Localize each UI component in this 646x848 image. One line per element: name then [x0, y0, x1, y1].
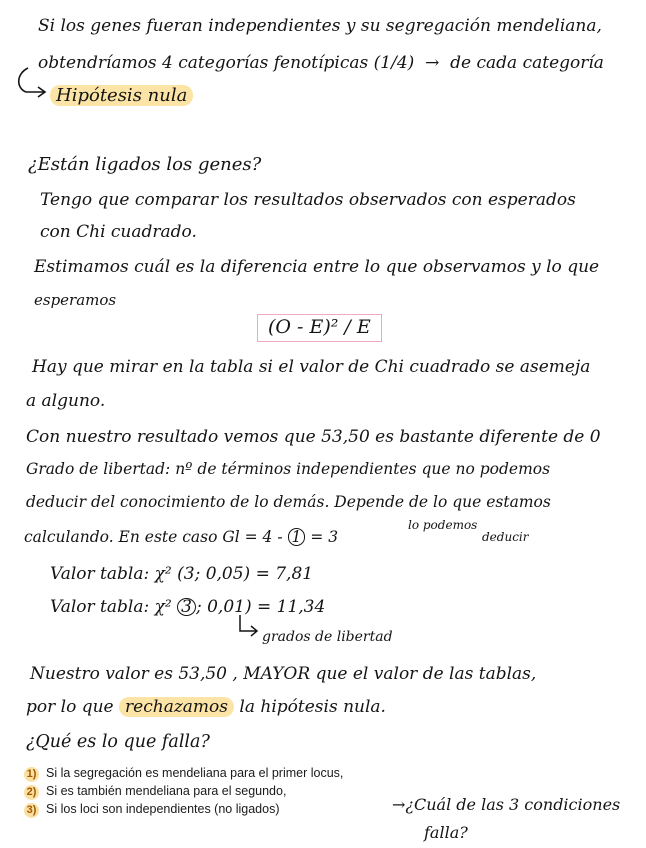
note-line-13: Grado de libertad: nº de términos independientes que no podemos	[26, 460, 551, 478]
note-line-15a: calculando. En este caso Gl = 4 -	[24, 528, 283, 546]
list-number-badge: 3)	[24, 803, 39, 818]
valor-tabla-2	[50, 597, 325, 617]
grados-libertad-label: grados de libertad	[262, 629, 393, 645]
arrow-right-icon: →	[392, 795, 406, 814]
note-line-20	[26, 697, 386, 717]
note-line-6: con Chi cuadrado.	[40, 222, 197, 242]
note-line-1: Si los genes fueran independientes y su segregación mendeliana,	[38, 16, 602, 36]
valor-tabla-1: Valor tabla: χ² (3; 0,05) = 7,81	[50, 564, 314, 584]
hipotesis-nula-label	[50, 86, 193, 106]
circled-one: 1	[288, 528, 306, 546]
note-line-19: Nuestro valor es 53,50 , MAYOR que el valor de las tablas,	[30, 664, 537, 684]
note-line-14: deducir del conocimiento de lo demás. Depende de lo que estamos	[26, 493, 551, 511]
note-line-2a: obtendríamos 4 categorías fenotípicas (1/4)	[38, 53, 415, 73]
chi-formula-box: (O - E)² / E	[257, 314, 382, 342]
list-item	[24, 783, 286, 800]
note-line-15	[24, 527, 338, 547]
note-line-15-annotation-2: deducir	[482, 530, 529, 544]
curved-arrow-icon	[14, 66, 50, 100]
note-line-2	[38, 53, 604, 73]
valor-tabla-2a: Valor tabla: χ²	[50, 597, 172, 617]
list-item	[24, 765, 343, 782]
side-question-line-1: ¿Cuál de las 3 condiciones	[405, 795, 621, 814]
note-line-5: Tengo que comparar los resultados observados con esperados	[40, 190, 576, 210]
question-falla: ¿Qué es lo que falla?	[26, 732, 210, 752]
side-question	[392, 795, 620, 815]
note-line-11: a alguno.	[26, 391, 106, 411]
circled-three: 3	[177, 598, 196, 616]
list-item-text: Si los loci son independientes (no ligados)	[46, 802, 280, 816]
hipotesis-nula-highlight: Hipótesis nula	[50, 85, 193, 106]
question-ligados: ¿Están ligados los genes?	[28, 154, 262, 175]
note-line-10: Hay que mirar en la tabla si el valor de Chi cuadrado se asemeja	[32, 357, 591, 377]
list-number-badge: 1)	[24, 767, 39, 782]
rechazamos-highlight: rechazamos	[119, 697, 234, 717]
note-line-20b: la hipótesis nula.	[239, 697, 386, 717]
list-number-badge: 2)	[24, 785, 39, 800]
note-line-7: Estimamos cuál es la diferencia entre lo que observamos y lo que	[34, 257, 600, 277]
list-item-text: Si la segregación es mendeliana para el primer locus,	[46, 766, 344, 780]
note-line-2b: de cada categoría	[450, 53, 604, 73]
note-line-15-annotation-1: lo podemos	[408, 518, 478, 532]
list-item-text: Si es también mendeliana para el segundo,	[46, 784, 287, 798]
note-line-8: esperamos	[34, 291, 117, 309]
valor-tabla-2b: ; 0,01) = 11,34	[195, 597, 326, 617]
list-item	[24, 801, 279, 818]
note-line-15b: = 3	[310, 528, 339, 546]
hook-arrow-icon	[236, 615, 264, 641]
arrow-right-icon: →	[419, 53, 445, 73]
side-question-line-2: falla?	[424, 823, 468, 842]
note-line-20a: por lo que	[26, 697, 114, 717]
note-line-12: Con nuestro resultado vemos que 53,50 es bastante diferente de 0	[26, 427, 601, 447]
